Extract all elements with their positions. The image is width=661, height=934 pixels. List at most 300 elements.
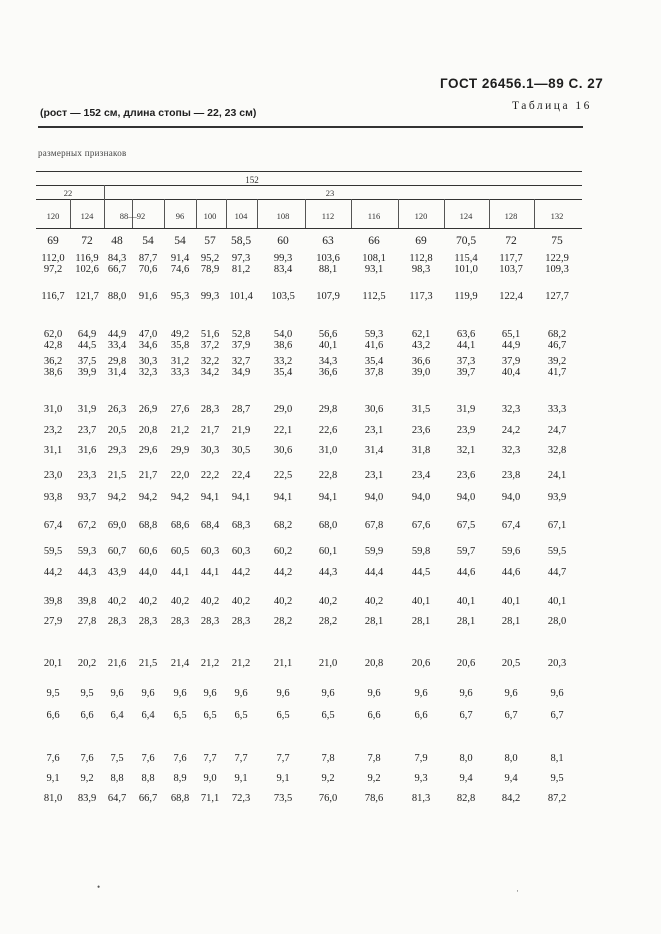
table-cell: 20,2 [77, 658, 97, 669]
table-cell: 99,3 [273, 253, 293, 264]
table-cell: 21,5 [107, 470, 127, 481]
table-cell: 59,3 [364, 329, 384, 340]
table-cell: 93,1 [364, 263, 384, 275]
table-cell: 68,4 [200, 520, 220, 531]
table-cell: 74,6 [170, 263, 190, 275]
table-cell: 44,6 [501, 567, 521, 578]
table-cell: 68,3 [231, 520, 251, 531]
table-cell: 9,4 [504, 773, 518, 784]
table-cell: 7,9 [414, 753, 428, 764]
table-cell: 40,1 [411, 596, 431, 607]
subtitle-rule [38, 126, 583, 128]
table-cell: 32,2 [200, 356, 220, 367]
table-cell: 21,1 [273, 658, 293, 669]
table-cell: 8,8 [141, 773, 155, 784]
table-cell: 88,1 [318, 263, 338, 275]
table-cell: 115,4 [454, 253, 478, 264]
table-cell: 60,6 [138, 546, 158, 557]
table-cell: 9,6 [141, 688, 155, 699]
table-cell: 35,4 [364, 356, 384, 367]
table-cell: 28,1 [501, 616, 521, 627]
table-cell: 33,2 [273, 356, 293, 367]
table-cell: 44,5 [411, 567, 431, 578]
table-cell: 44,1 [456, 339, 476, 351]
table-cell: 37,5 [77, 356, 97, 367]
table-cell: 72,3 [231, 793, 251, 804]
table-cell: 67,4 [501, 520, 521, 531]
table-cell: 66 [368, 235, 380, 247]
table-cell: 9,4 [459, 773, 473, 784]
table-cell: 8,0 [504, 753, 518, 764]
table-cell: 21,4 [170, 658, 190, 669]
table-cell: 23,0 [43, 470, 63, 481]
table-cell: 107,9 [316, 291, 340, 302]
table-cell: 26,3 [107, 404, 127, 415]
table-cell: 34,9 [231, 366, 251, 378]
table-cell: 6,5 [203, 710, 217, 721]
table-cell: 28,3 [200, 616, 220, 627]
table-cell: 20,6 [456, 658, 476, 669]
table-cell: 34,3 [318, 356, 338, 367]
table-cell: 32,7 [231, 356, 251, 367]
table-cell: 88,0 [107, 291, 127, 302]
table-cell: 59,5 [43, 546, 63, 557]
table-cell: 9,1 [46, 773, 60, 784]
table-cell: 9,6 [110, 688, 124, 699]
table-cell: 94,2 [107, 492, 127, 503]
table-cell: 87,7 [138, 253, 158, 264]
table-cell: 94,0 [364, 492, 384, 503]
table-label: Таблица 16 [512, 100, 592, 112]
table-cell: 93,8 [43, 492, 63, 503]
table-cell: 8,0 [459, 753, 473, 764]
table-cell: 38,6 [273, 339, 293, 351]
table-cell: 127,7 [545, 291, 569, 302]
column-divider [305, 199, 306, 228]
column-divider [70, 199, 71, 228]
table-cell: 6,4 [141, 710, 155, 721]
table-cell: 68,2 [547, 329, 567, 340]
table-cell: 44,3 [318, 567, 338, 578]
table-cell: 70,5 [455, 235, 477, 247]
table-cell: 24,1 [547, 470, 567, 481]
table-cell: 59,5 [547, 546, 567, 557]
table-cell: 9,3 [414, 773, 428, 784]
stray-mark: • [97, 882, 101, 892]
table-cell: 28,0 [547, 616, 567, 627]
table-cell: 91,4 [170, 253, 190, 264]
table-cell: 28,3 [107, 616, 127, 627]
table-cell: 68,6 [170, 520, 190, 531]
top-caption: 152 [245, 175, 259, 185]
table-cell: 22,0 [170, 470, 190, 481]
table-cell: 60,5 [170, 546, 190, 557]
table-cell: 81,3 [411, 793, 431, 804]
table-cell: 68,2 [273, 520, 293, 531]
table-cell: 36,6 [411, 356, 431, 367]
table-cell: 22,6 [318, 425, 338, 436]
table-cell: 64,7 [107, 793, 127, 804]
table-cell: 6,4 [110, 710, 124, 721]
column-divider [104, 199, 105, 228]
caption-rule [36, 185, 582, 186]
table-cell: 40,1 [547, 596, 567, 607]
table-cell: 6,7 [550, 710, 564, 721]
table-cell: 24,7 [547, 425, 567, 436]
table-cell: 63,6 [456, 329, 476, 340]
group-divider [104, 185, 105, 199]
table-cell: 28,3 [170, 616, 190, 627]
table-cell: 31,5 [411, 404, 431, 415]
table-cell: 20,5 [501, 658, 521, 669]
table-cell: 44,9 [501, 339, 521, 351]
table-cell: 31,6 [77, 445, 97, 456]
table-cell: 44,2 [273, 567, 293, 578]
table-cell: 51,6 [200, 329, 220, 340]
table-cell: 40,2 [138, 596, 158, 607]
table-cell: 29,6 [138, 445, 158, 456]
table-cell: 9,5 [550, 773, 564, 784]
table-cell: 9,1 [234, 773, 248, 784]
table-cell: 6,5 [321, 710, 335, 721]
column-header: 88—92 [119, 211, 146, 221]
table-cell: 26,9 [138, 404, 158, 415]
table-cell: 36,2 [43, 356, 63, 367]
column-divider [444, 199, 445, 228]
table-cell: 94,0 [411, 492, 431, 503]
table-cell: 63 [322, 235, 334, 247]
table-cell: 7,7 [276, 753, 290, 764]
table-cell: 23,9 [456, 425, 476, 436]
table-cell: 30,5 [231, 445, 251, 456]
table-cell: 44,1 [170, 567, 190, 578]
table-cell: 109,3 [545, 263, 569, 275]
table-cell: 48 [111, 235, 123, 247]
column-header: 108 [276, 211, 290, 221]
table-cell: 94,2 [138, 492, 158, 503]
table-cell: 102,6 [75, 263, 99, 275]
table-cell: 9,6 [321, 688, 335, 699]
column-divider [489, 199, 490, 228]
table-cell: 6,6 [46, 710, 60, 721]
column-header: 100 [203, 211, 217, 221]
table-cell: 23,6 [456, 470, 476, 481]
table-top-rule [36, 171, 582, 172]
table-cell: 54 [174, 235, 186, 247]
table-cell: 28,1 [456, 616, 476, 627]
table-cell: 65,1 [501, 329, 521, 340]
column-divider [196, 199, 197, 228]
column-header-rule [36, 228, 582, 229]
column-divider [226, 199, 227, 228]
table-cell: 69,0 [107, 520, 127, 531]
table-cell: 37,9 [501, 356, 521, 367]
table-cell: 33,3 [547, 404, 567, 415]
table-cell: 7,6 [141, 753, 155, 764]
table-cell: 66,7 [138, 793, 158, 804]
table-cell: 22,4 [231, 470, 251, 481]
table-cell: 64,9 [77, 329, 97, 340]
table-cell: 94,1 [231, 492, 251, 503]
table-cell: 40,2 [170, 596, 190, 607]
column-header: 132 [550, 211, 564, 221]
table-cell: 108,1 [362, 253, 386, 264]
group-rule [36, 199, 582, 200]
column-header: 104 [234, 211, 248, 221]
table-cell: 67,8 [364, 520, 384, 531]
table-cell: 62,1 [411, 329, 431, 340]
table-cell: 30,3 [200, 445, 220, 456]
table-cell: 9,6 [459, 688, 473, 699]
table-cell: 40,2 [200, 596, 220, 607]
table-cell: 9,5 [80, 688, 94, 699]
table-cell: 23,8 [501, 470, 521, 481]
table-subtitle: (рост — 152 см, длина стопы — 22, 23 см) [40, 107, 257, 119]
table-cell: 28,7 [231, 404, 251, 415]
table-cell: 30,6 [364, 404, 384, 415]
table-cell: 21,9 [231, 425, 251, 436]
table-cell: 28,3 [231, 616, 251, 627]
column-divider [164, 199, 165, 228]
table-cell: 23,3 [77, 470, 97, 481]
table-cell: 60,3 [200, 546, 220, 557]
table-cell: 76,0 [318, 793, 338, 804]
table-cell: 6,6 [414, 710, 428, 721]
table-cell: 21,6 [107, 658, 127, 669]
table-cell: 9,6 [234, 688, 248, 699]
table-cell: 54,0 [273, 329, 293, 340]
table-cell: 7,6 [173, 753, 187, 764]
table-cell: 117,7 [499, 253, 523, 264]
table-cell: 93,9 [547, 492, 567, 503]
table-cell: 27,6 [170, 404, 190, 415]
table-cell: 84,2 [501, 793, 521, 804]
table-cell: 95,3 [170, 291, 190, 302]
table-cell: 20,5 [107, 425, 127, 436]
table-cell: 67,6 [411, 520, 431, 531]
table-cell: 36,6 [318, 366, 338, 378]
table-cell: 60 [277, 235, 289, 247]
table-cell: 39,8 [77, 596, 97, 607]
column-divider [351, 199, 352, 228]
table-cell: 8,9 [173, 773, 187, 784]
table-cell: 23,6 [411, 425, 431, 436]
table-cell: 8,8 [110, 773, 124, 784]
table-cell: 69 [415, 235, 427, 247]
table-cell: 21,5 [138, 658, 158, 669]
table-cell: 20,6 [411, 658, 431, 669]
column-header: 128 [504, 211, 518, 221]
table-cell: 9,1 [276, 773, 290, 784]
table-cell: 78,9 [200, 263, 220, 275]
table-cell: 44,9 [107, 329, 127, 340]
table-cell: 32,1 [456, 445, 476, 456]
table-cell: 30,6 [273, 445, 293, 456]
table-cell: 35,8 [170, 339, 190, 351]
table-cell: 40,2 [107, 596, 127, 607]
table-cell: 6,5 [276, 710, 290, 721]
table-cell: 40,2 [318, 596, 338, 607]
table-cell: 44,6 [456, 567, 476, 578]
table-cell: 94,1 [200, 492, 220, 503]
table-cell: 59,6 [501, 546, 521, 557]
table-cell: 44,4 [364, 567, 384, 578]
table-cell: 60,2 [273, 546, 293, 557]
table-cell: 83,9 [77, 793, 97, 804]
table-cell: 28,1 [411, 616, 431, 627]
table-cell: 91,6 [138, 291, 158, 302]
table-cell: 9,2 [321, 773, 335, 784]
table-cell: 60,1 [318, 546, 338, 557]
table-cell: 44,1 [200, 567, 220, 578]
header-fragment: размерных признаков [38, 148, 127, 158]
column-divider [398, 199, 399, 228]
table-cell: 67,4 [43, 520, 63, 531]
table-cell: 60,7 [107, 546, 127, 557]
table-cell: 34,6 [138, 339, 158, 351]
table-cell: 9,6 [550, 688, 564, 699]
column-header: 120 [46, 211, 60, 221]
table-cell: 112,0 [41, 253, 65, 264]
column-header: 124 [459, 211, 473, 221]
table-cell: 7,6 [46, 753, 60, 764]
table-cell: 6,5 [234, 710, 248, 721]
column-header: 96 [175, 211, 185, 221]
table-cell: 6,7 [459, 710, 473, 721]
table-cell: 20,3 [547, 658, 567, 669]
table-cell: 7,8 [321, 753, 335, 764]
column-header: 116 [367, 211, 381, 221]
table-cell: 31,9 [77, 404, 97, 415]
table-cell: 67,1 [547, 520, 567, 531]
table-cell: 28,1 [364, 616, 384, 627]
table-cell: 40,2 [273, 596, 293, 607]
table-cell: 112,5 [362, 291, 386, 302]
table-cell: 119,9 [454, 291, 478, 302]
table-cell: 98,3 [411, 263, 431, 275]
table-cell: 40,4 [501, 366, 521, 378]
table-cell: 94,0 [456, 492, 476, 503]
table-cell: 7,5 [110, 753, 124, 764]
table-cell: 44,2 [43, 567, 63, 578]
table-cell: 40,2 [364, 596, 384, 607]
table-cell: 57 [204, 235, 216, 247]
table-cell: 73,5 [273, 793, 293, 804]
table-cell: 40,1 [318, 339, 338, 351]
table-cell: 60,3 [231, 546, 251, 557]
table-cell: 39,9 [77, 366, 97, 378]
table-cell: 9,5 [46, 688, 60, 699]
table-cell: 29,8 [318, 404, 338, 415]
document-reference: ГОСТ 26456.1—89 С. 27 [440, 76, 604, 91]
table-cell: 21,0 [318, 658, 338, 669]
table-cell: 8,1 [550, 753, 564, 764]
table-cell: 20,1 [43, 658, 63, 669]
table-cell: 22,2 [200, 470, 220, 481]
table-cell: 9,2 [367, 773, 381, 784]
table-cell: 67,2 [77, 520, 97, 531]
table-cell: 9,6 [504, 688, 518, 699]
table-cell: 59,7 [456, 546, 476, 557]
table-cell: 7,6 [80, 753, 94, 764]
table-cell: 59,8 [411, 546, 431, 557]
table-cell: 23,1 [364, 470, 384, 481]
table-cell: 20,8 [364, 658, 384, 669]
table-cell: 68,8 [170, 793, 190, 804]
table-cell: 93,7 [77, 492, 97, 503]
column-header: 112 [321, 211, 335, 221]
table-cell: 21,7 [200, 425, 220, 436]
table-cell: 31,0 [43, 404, 63, 415]
table-cell: 82,8 [456, 793, 476, 804]
table-cell: 31,4 [364, 445, 384, 456]
table-cell: 68,8 [138, 520, 158, 531]
table-cell: 22,1 [273, 425, 293, 436]
table-cell: 75 [551, 235, 563, 247]
table-cell: 9,6 [203, 688, 217, 699]
table-cell: 32,8 [547, 445, 567, 456]
table-cell: 6,6 [80, 710, 94, 721]
table-cell: 28,3 [138, 616, 158, 627]
table-cell: 44,7 [547, 567, 567, 578]
table-cell: 94,1 [318, 492, 338, 503]
table-cell: 44,0 [138, 567, 158, 578]
table-cell: 103,5 [271, 291, 295, 302]
table-cell: 70,6 [138, 263, 158, 275]
table-cell: 30,3 [138, 356, 158, 367]
table-cell: 29,0 [273, 404, 293, 415]
table-cell: 43,2 [411, 339, 431, 351]
table-cell: 66,7 [107, 263, 127, 275]
table-cell: 7,8 [367, 753, 381, 764]
table-cell: 32,3 [501, 404, 521, 415]
table-cell: 54 [142, 235, 154, 247]
stray-mark: · [516, 886, 519, 896]
table-cell: 72 [505, 235, 517, 247]
table-cell: 83,4 [273, 263, 293, 275]
table-cell: 84,3 [107, 253, 127, 264]
table-cell: 103,6 [316, 253, 340, 264]
table-cell: 7,7 [203, 753, 217, 764]
table-cell: 97,2 [43, 263, 63, 275]
table-cell: 34,2 [200, 366, 220, 378]
table-cell: 116,9 [75, 253, 99, 264]
table-cell: 94,2 [170, 492, 190, 503]
table-cell: 21,2 [200, 658, 220, 669]
table-cell: 44,3 [77, 567, 97, 578]
table-cell: 31,0 [318, 445, 338, 456]
table-cell: 9,6 [414, 688, 428, 699]
table-cell: 9,6 [173, 688, 187, 699]
table-cell: 101,4 [229, 291, 253, 302]
table-cell: 39,0 [411, 366, 431, 378]
table-cell: 94,0 [501, 492, 521, 503]
table-cell: 69 [47, 235, 59, 247]
table-cell: 32,3 [501, 445, 521, 456]
table-cell: 6,5 [173, 710, 187, 721]
table-cell: 37,8 [364, 366, 384, 378]
table-cell: 40,1 [501, 596, 521, 607]
table-cell: 21,2 [231, 658, 251, 669]
table-cell: 95,2 [200, 253, 220, 264]
table-cell: 20,8 [138, 425, 158, 436]
table-cell: 121,7 [75, 291, 99, 302]
table-cell: 31,4 [107, 366, 127, 378]
table-cell: 122,9 [545, 253, 569, 264]
table-cell: 59,3 [77, 546, 97, 557]
table-cell: 9,2 [80, 773, 94, 784]
table-cell: 23,4 [411, 470, 431, 481]
